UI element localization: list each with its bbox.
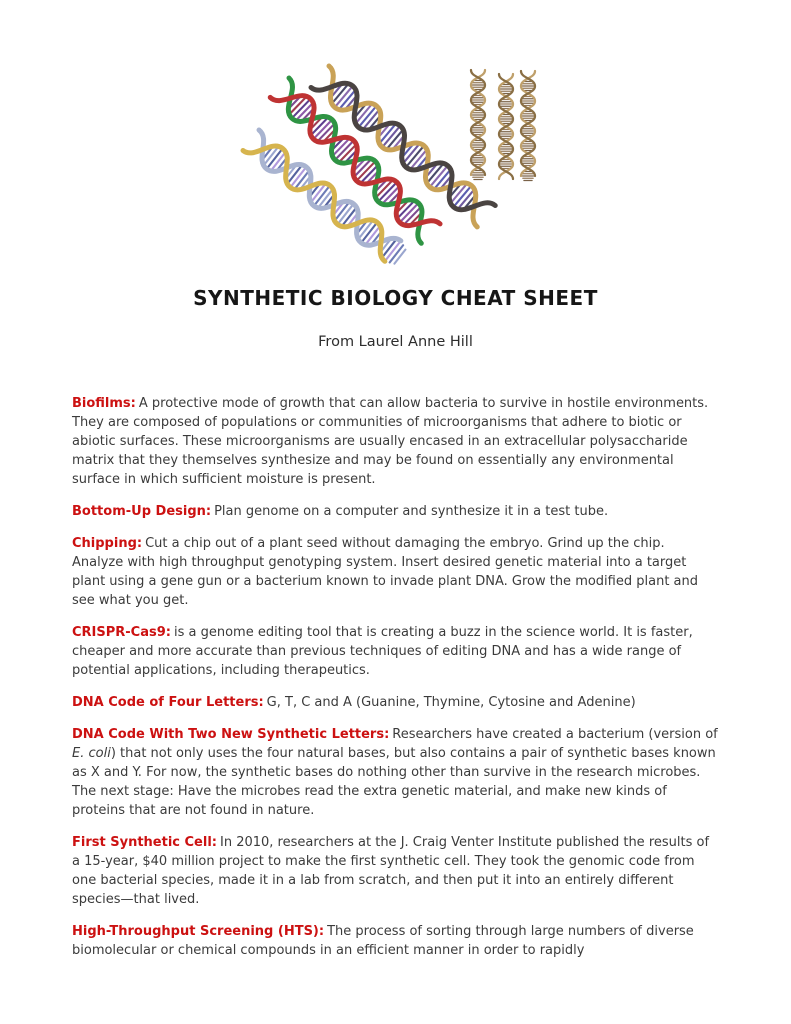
term-label: First Synthetic Cell: <box>72 835 217 850</box>
entry-high-throughput-screening <box>72 922 719 960</box>
term-label: DNA Code of Four Letters: <box>72 695 264 710</box>
definition-text: ) that not only uses the four natural bases, but also contains a pair of synthetic bases known as X and Y. For now, the synthetic bases do nothing other than survive in the research microbes. The next stage: Have the microbes read the extra genetic material, and make new kinds of proteins that are not found in nature. <box>72 746 716 818</box>
term-label: DNA Code With Two New Synthetic Letters: <box>72 727 390 742</box>
definition-text: Cut a chip out of a plant seed without damaging the embryo. Grind up the chip. Analyze with high throughput genotyping system. Insert desired genetic material into a target plant using a gene gun or a bacterium known to invade plant DNA. Grow the modified plant and see what you get. <box>72 536 698 608</box>
entry-dna-code-synthetic-letters <box>72 725 719 820</box>
dna-helix-art <box>229 62 559 272</box>
glossary-entries <box>72 394 719 960</box>
term-label: Bottom-Up Design: <box>72 504 212 519</box>
entry-dna-code-four-letters <box>72 693 719 712</box>
entry-biofilms <box>72 394 719 489</box>
definition-text: In 2010, researchers at the J. Craig Venter Institute published the results of a 15-year, $40 million project to make the first synthetic cell. They took the genomic code from one bacterial species, made it in a lab from scratch, and then put it into an entirely different species—that lived. <box>72 835 710 907</box>
page-title: SYNTHETIC BIOLOGY CHEAT SHEET <box>193 286 598 310</box>
page-subtitle: From Laurel Anne Hill <box>318 334 473 350</box>
term-label: High-Throughput Screening (HTS): <box>72 924 325 939</box>
definition-text: Researchers have created a bacterium (version of <box>392 727 718 742</box>
definition-text: The process of sorting through large numbers of diverse biomolecular or chemical compounds in an efficient manner in order to rapidly <box>72 924 694 958</box>
definition-text: is a genome editing tool that is creating a buzz in the science world. It is faster, cheaper and more accurate than previous techniques of editing DNA and has a wide range of potential applications, including therapeutics. <box>72 625 693 678</box>
entry-chipping <box>72 534 719 610</box>
entry-first-synthetic-cell <box>72 833 719 909</box>
term-label: CRISPR-Cas9: <box>72 625 171 640</box>
species-name-italic: E. coli <box>72 746 111 761</box>
definition-text: Plan genome on a computer and synthesize it in a test tube. <box>214 504 609 519</box>
entry-crispr-cas9 <box>72 623 719 680</box>
definition-text: G, T, C and A (Guanine, Thymine, Cytosine and Adenine) <box>266 695 636 710</box>
definition-text: A protective mode of growth that can allow bacteria to survive in hostile environments. They are composed of populations or communities of microorganisms that adhere to biotic or abiotic surfaces. These microorganisms are usually encased in an extracellular polysaccharide matrix that they themselves synthesize and may be found on essentially any environmental surface in which sufficient moisture is present. <box>72 396 709 487</box>
dna-helix-illustration <box>229 62 559 272</box>
term-label: Chipping: <box>72 536 143 551</box>
entry-bottom-up-design <box>72 502 719 521</box>
term-label: Biofilms: <box>72 396 136 411</box>
